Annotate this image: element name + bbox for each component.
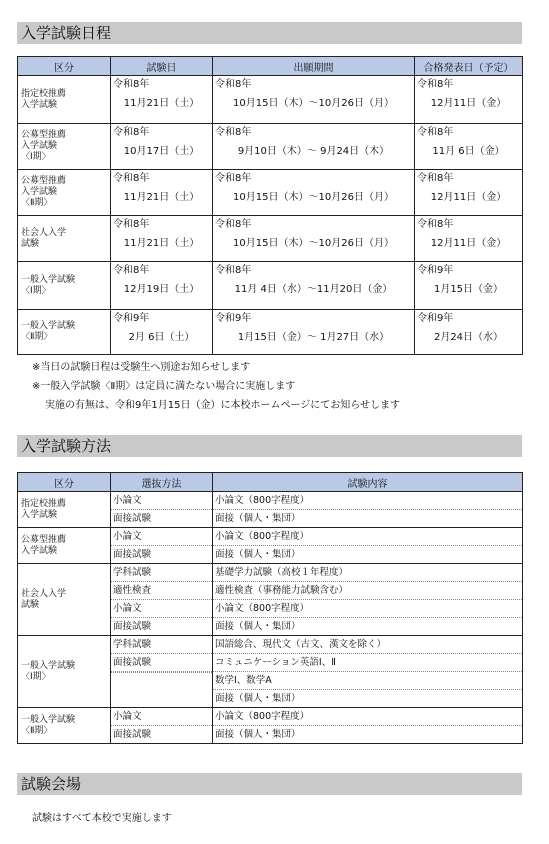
category-line: 〈Ⅰ期〉 (21, 671, 51, 682)
apply-period-value: 11月 4日（水）～11月20日（金） (234, 284, 393, 295)
selection-method-item: 小論文 (113, 495, 142, 506)
exam-content-cell (213, 708, 523, 744)
schedule-row (18, 170, 523, 216)
schedule-row (18, 310, 523, 355)
exam-content-item: 国語総合、現代文（古文、漢文を除く） (215, 639, 387, 650)
selection-method-item: 学科試験 (113, 639, 152, 650)
exam-date-value: 11月21日（土） (123, 98, 200, 109)
exam-date-value: 11月21日（土） (123, 192, 200, 203)
result-date-era: 令和8年 (417, 79, 454, 90)
category-line: 〈Ⅰ期〉 (21, 285, 51, 296)
category-line: 一般入学試験 (21, 660, 76, 671)
category-line: 公募型推薦 (21, 130, 67, 140)
exam-content-cell (213, 636, 523, 708)
exam-date-era: 令和9年 (113, 313, 150, 324)
exam-date-cell (111, 310, 213, 355)
exam-date-value: 11月21日（土） (123, 238, 200, 249)
selection-method-item: 学科試験 (113, 567, 152, 578)
exam-date-value: 10月17日（土） (123, 146, 200, 157)
category-cell (18, 492, 111, 528)
apply-period-cell (213, 170, 415, 216)
selection-method-item: 面接試験 (111, 653, 212, 671)
exam-content-cell (213, 492, 523, 528)
apply-period-era: 令和8年 (215, 265, 252, 276)
exam-date-era: 令和8年 (113, 173, 150, 184)
exam-content-item: 小論文（800字程度） (215, 495, 310, 506)
result-date-value: 2月24日（水） (433, 332, 504, 343)
venue-text: 試験はすべて本校で実施します (32, 813, 172, 824)
category-line: 〈Ⅱ期〉 (21, 198, 53, 208)
exam-content-cell (213, 528, 523, 564)
apply-period-era: 令和9年 (215, 313, 252, 324)
apply-period-value: 10月15日（木）～10月26日（月） (233, 192, 394, 203)
col-header-exam-content: 試験内容 (213, 473, 523, 492)
category-line: 公募型推薦 (21, 176, 67, 186)
result-date-cell (415, 262, 523, 310)
category-line: 入学試験 (21, 187, 58, 197)
result-date-value: 1月15日（金） (433, 284, 504, 295)
selection-method-item: 面接試験 (111, 545, 212, 563)
category-line: 指定校推薦 (21, 88, 67, 99)
exam-content-item: 小論文（800字程度） (213, 599, 522, 617)
result-date-value: 12月11日（金） (430, 192, 507, 203)
result-date-era: 令和9年 (417, 265, 454, 276)
category-line: 入学試験 (21, 545, 58, 556)
selection-method-cell (111, 564, 213, 636)
category-line: 一般入学試験 (21, 714, 76, 725)
method-row (18, 708, 523, 744)
exam-date-cell (111, 124, 213, 170)
exam-content-item: 面接（個人・集団） (213, 689, 522, 707)
category-cell (18, 76, 111, 124)
category-cell (18, 170, 111, 216)
col-header-exam-date: 試験日 (111, 57, 213, 76)
venue-heading: 試験会場 (17, 773, 522, 795)
exam-content-item: 面接（個人・集団） (213, 509, 522, 527)
apply-period-cell (213, 310, 415, 355)
exam-content-item: 面接（個人・集団） (213, 545, 522, 563)
category-line: 社会人入学 (21, 588, 67, 599)
schedule-row (18, 262, 523, 310)
category-line: 社会人入学 (21, 227, 67, 238)
apply-period-value: 10月15日（木）～10月26日（月） (233, 238, 394, 249)
selection-method-item: 小論文 (113, 711, 142, 722)
category-line: 一般入学試験 (21, 321, 76, 331)
exam-content-item: 小論文（800字程度） (215, 531, 310, 542)
result-date-cell (415, 310, 523, 355)
schedule-note-1: ※当日の試験日程は受験生へ別途お知らせします (32, 362, 251, 373)
result-date-cell (415, 124, 523, 170)
exam-date-cell (111, 262, 213, 310)
method-row (18, 528, 523, 564)
result-date-value: 12月11日（金） (430, 238, 507, 249)
result-date-era: 令和8年 (417, 219, 454, 230)
exam-content-item: コミュニケーション英語Ⅰ、Ⅱ (213, 653, 522, 671)
selection-method-item: 面接試験 (111, 617, 212, 635)
col-header-apply-period: 出願期間 (213, 57, 415, 76)
result-date-cell (415, 170, 523, 216)
exam-content-cell (213, 564, 523, 636)
apply-period-era: 令和8年 (215, 219, 252, 230)
apply-period-cell (213, 76, 415, 124)
result-date-value: 11月 6日（金） (432, 146, 505, 157)
selection-method-item: 小論文 (111, 599, 212, 617)
method-row (18, 636, 523, 708)
exam-date-era: 令和8年 (113, 79, 150, 90)
selection-method-cell (111, 708, 213, 744)
selection-method-cell (111, 528, 213, 564)
category-line: 試験 (21, 599, 40, 610)
category-line: 入学試験 (21, 509, 58, 520)
exam-content-item: 小論文（800字程度） (215, 711, 310, 722)
exam-date-era: 令和8年 (113, 265, 150, 276)
schedule-heading: 入学試験日程 (17, 22, 522, 44)
exam-date-cell (111, 76, 213, 124)
selection-method-item (111, 672, 212, 673)
category-line: 〈Ⅱ期〉 (21, 332, 53, 342)
exam-date-value: 2月 6日（土） (128, 332, 195, 343)
selection-method-item: 面接試験 (111, 509, 212, 527)
col-header-category: 区分 (18, 57, 111, 76)
category-cell (18, 216, 111, 262)
selection-method-item: 適性検査 (111, 581, 212, 599)
exam-date-value: 12月19日（土） (123, 284, 200, 295)
apply-period-era: 令和8年 (215, 127, 252, 138)
exam-content-item: 適性検査（事務能力試験含む） (213, 581, 522, 599)
category-line: 試験 (21, 238, 40, 249)
category-line: 指定校推薦 (21, 498, 67, 509)
category-line: 入学試験 (21, 99, 58, 110)
category-cell (18, 310, 111, 355)
apply-period-cell (213, 216, 415, 262)
selection-method-cell (111, 636, 213, 708)
result-date-cell (415, 76, 523, 124)
apply-period-era: 令和8年 (215, 79, 252, 90)
category-line: 〈Ⅰ期〉 (21, 152, 51, 162)
schedule-row (18, 216, 523, 262)
method-row (18, 564, 523, 636)
exam-content-item: 基礎学力試験（高校１年程度） (215, 567, 349, 578)
category-line: 〈Ⅱ期〉 (21, 725, 53, 736)
result-date-era: 令和8年 (417, 127, 454, 138)
col-header-selection-method: 選抜方法 (111, 473, 213, 492)
apply-period-value: 1月15日（金）～ 1月27日（水） (237, 332, 390, 343)
method-heading: 入学試験方法 (17, 435, 522, 457)
selection-method-cell (111, 492, 213, 528)
exam-content-item: 数学Ⅰ、数学A (213, 671, 522, 689)
schedule-note-2: ※一般入学試験〈Ⅱ期〉は定員に満たない場合に実施します (32, 381, 296, 392)
method-row (18, 492, 523, 528)
col-header-result-date: 合格発表日（予定） (415, 57, 523, 76)
result-date-era: 令和9年 (417, 313, 454, 324)
category-line: 一般入学試験 (21, 274, 76, 285)
schedule-table (17, 56, 523, 355)
category-cell (18, 124, 111, 170)
apply-period-cell (213, 124, 415, 170)
apply-period-value: 10月15日（木）～10月26日（月） (233, 98, 394, 109)
result-date-value: 12月11日（金） (430, 98, 507, 109)
apply-period-era: 令和8年 (215, 173, 252, 184)
category-cell (18, 528, 111, 564)
schedule-row (18, 124, 523, 170)
schedule-row (18, 76, 523, 124)
apply-period-cell (213, 262, 415, 310)
exam-date-cell (111, 216, 213, 262)
exam-date-era: 令和8年 (113, 127, 150, 138)
method-table (17, 472, 523, 744)
selection-method-item: 小論文 (113, 531, 142, 542)
category-cell (18, 708, 111, 744)
col-header-category: 区分 (18, 473, 111, 492)
schedule-note-3: 実施の有無は、令和9年1月15日（金）に本校ホームページにてお知らせします (45, 400, 400, 411)
apply-period-value: 9月10日（木）～ 9月24日（木） (237, 146, 390, 157)
result-date-cell (415, 216, 523, 262)
exam-content-item: 面接（個人・集団） (213, 725, 522, 743)
exam-date-cell (111, 170, 213, 216)
category-cell (18, 636, 111, 708)
exam-date-era: 令和8年 (113, 219, 150, 230)
selection-method-item: 面接試験 (111, 725, 212, 743)
category-cell (18, 564, 111, 636)
category-cell (18, 262, 111, 310)
result-date-era: 令和8年 (417, 173, 454, 184)
category-line: 公募型推薦 (21, 534, 67, 545)
category-line: 入学試験 (21, 141, 58, 151)
exam-content-item: 面接（個人・集団） (213, 617, 522, 635)
